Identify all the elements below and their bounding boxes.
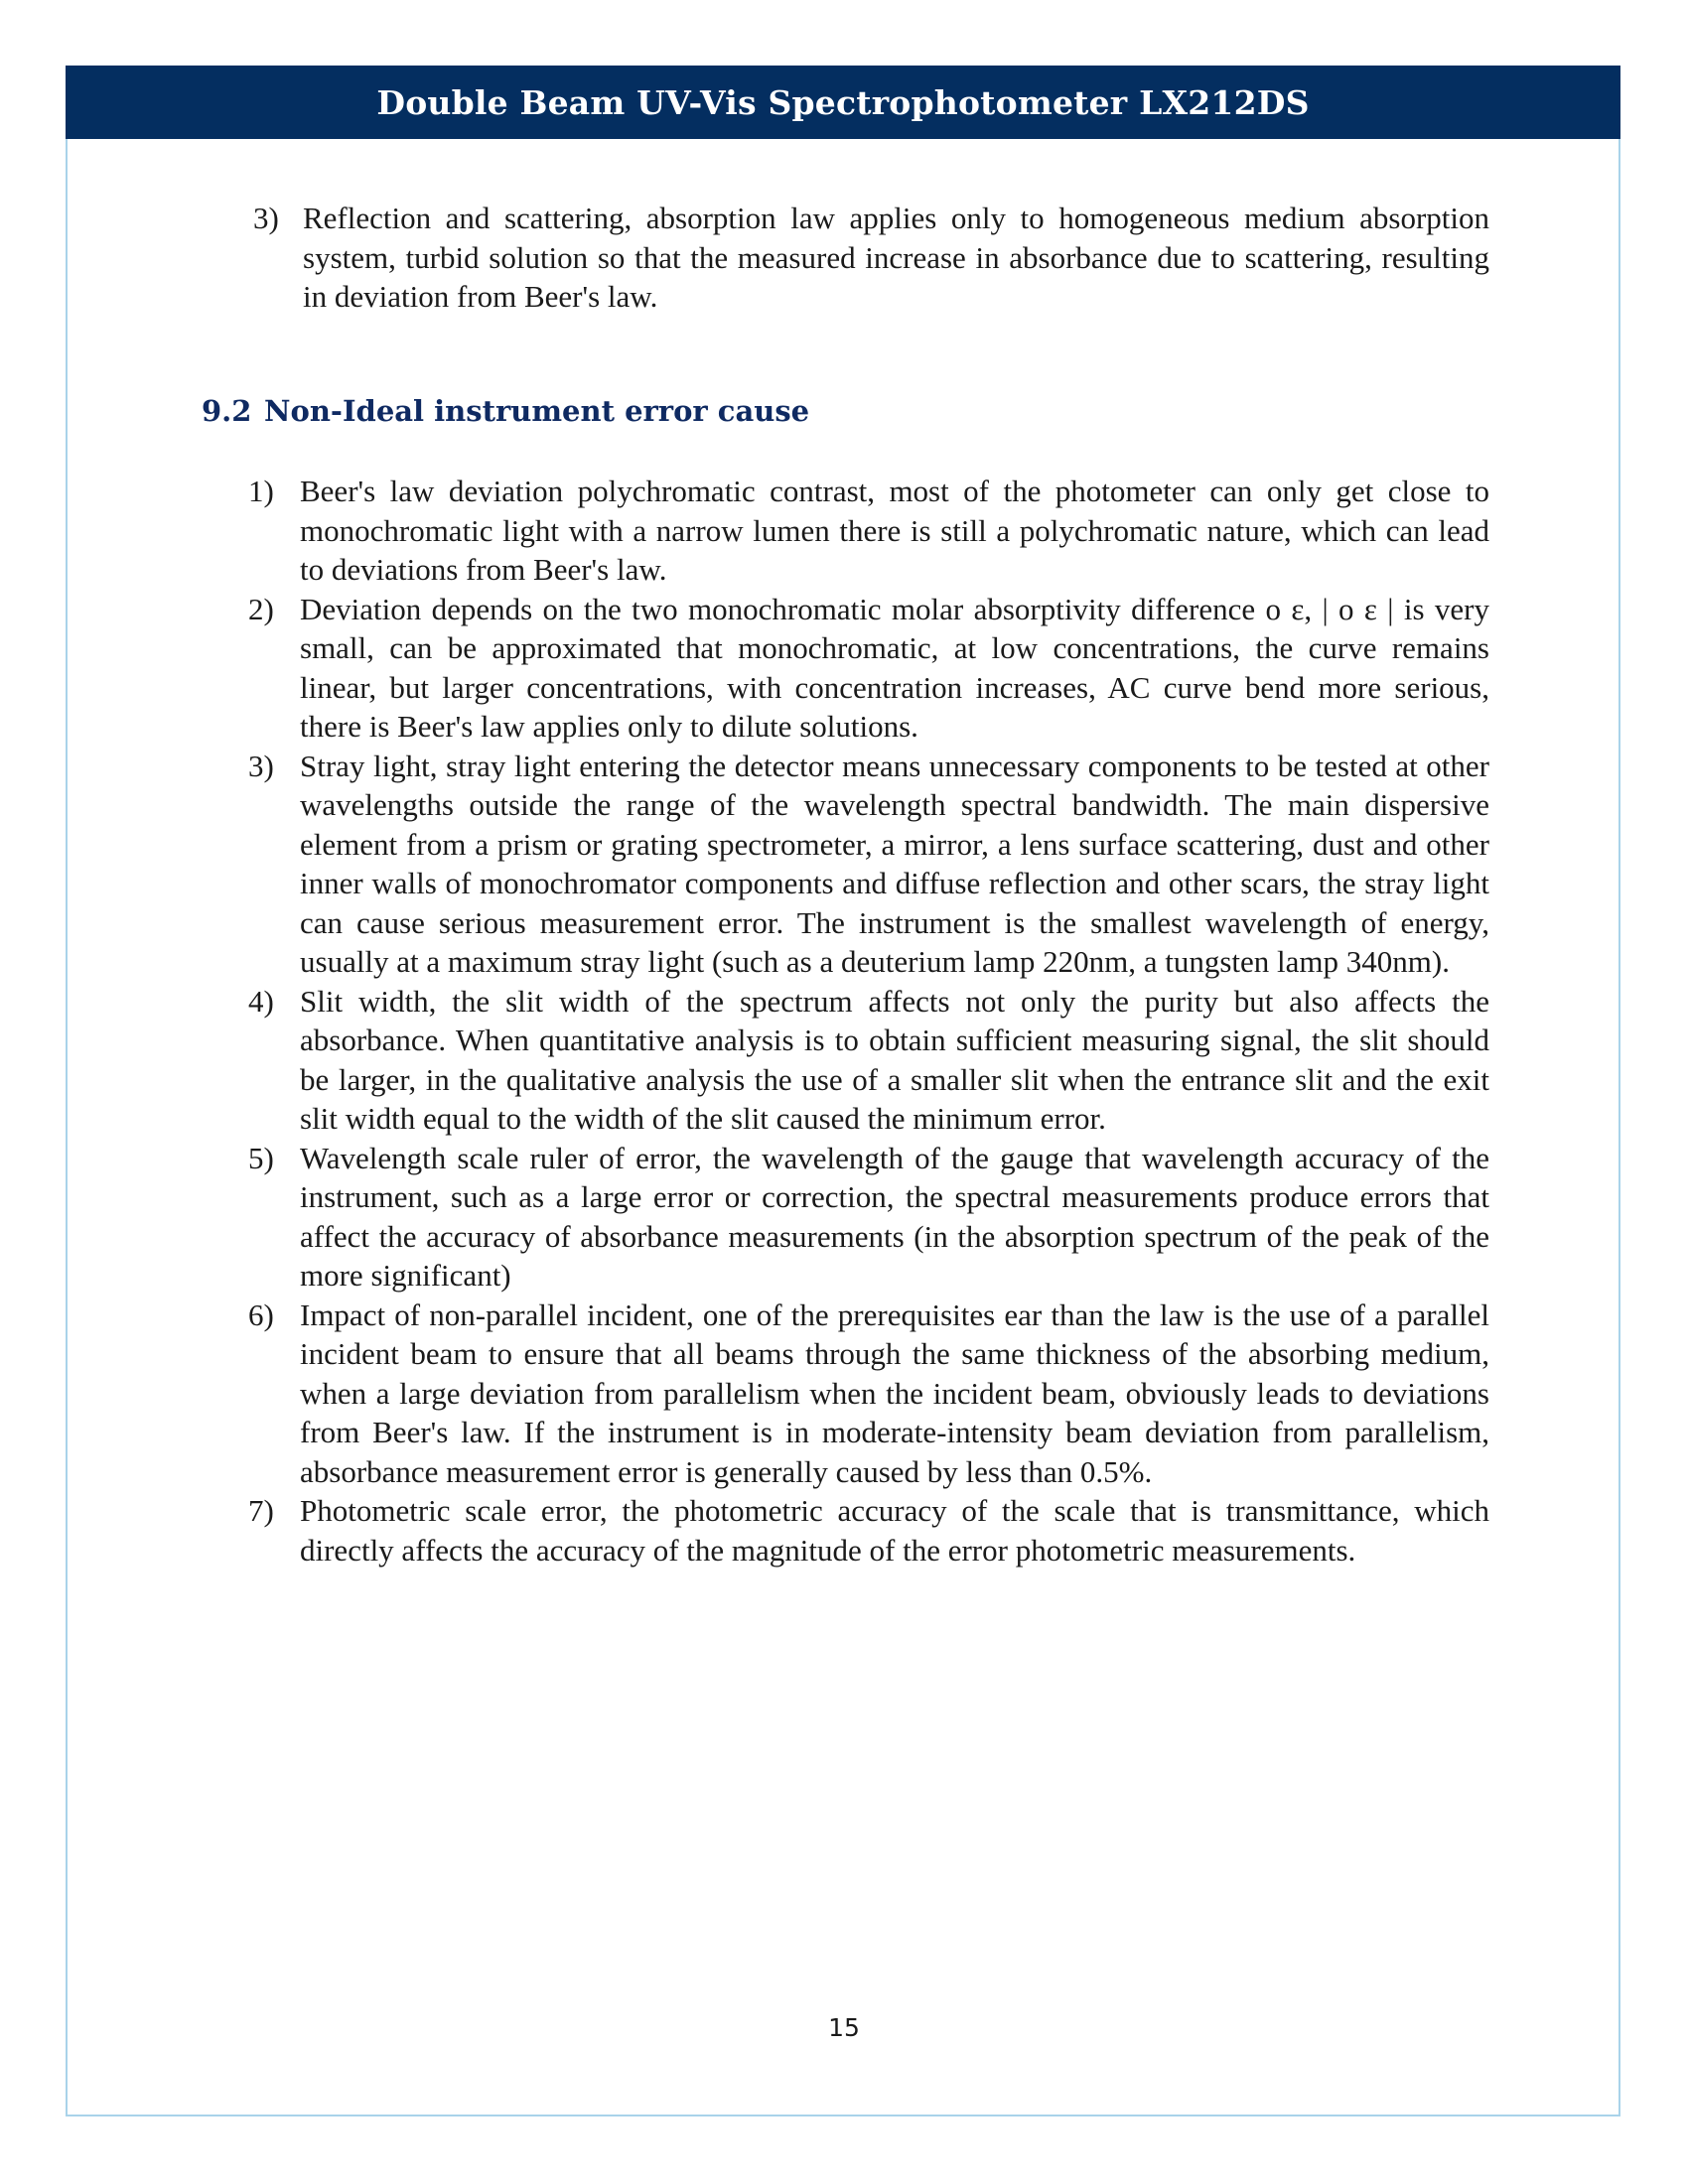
list-item-number: 6) <box>248 1297 274 1332</box>
list-item-number: 1) <box>248 474 274 508</box>
list-item-number: 3) <box>248 748 274 783</box>
list-item-text: Wavelength scale ruler of error, the wavelength of the gauge that wavelength accuracy of the instrument, such as a large error or correction, the spectral measurements produce errors that affect the accuracy of absorbance measurements (in the absorption spectrum of the peak of the more significant) <box>300 1140 1489 1293</box>
list-item-text: Deviation depends on the two monochromatic molar absorptivity difference ο ε, | ο ε | is very small, can be approximated that monochromatic, at low concentrations, the curve remains linear, but larger concentrations, with concentration increases, AC curve bend more serious, there is Beer's law applies only to dilute solutions. <box>300 591 1489 744</box>
list-item <box>248 747 1489 982</box>
section-number: 9.2 <box>202 394 252 428</box>
list-item-text: Impact of non-parallel incident, one of the prerequisites ear than the law is the use of a parallel incident beam to ensure that all beams through the same thickness of the absorbing medium, when a large deviation from parallelism when the incident beam, obviously leads to deviations from Beer's law. If the instrument is in moderate-intensity beam deviation from parallelism, absorbance measurement error is generally caused by less than 0.5%. <box>300 1297 1489 1489</box>
list-item-text: Reflection and scattering, absorption law applies only to homogeneous medium absorption system, turbid solution so that the measured increase in absorbance due to scattering, resulting in deviation from Beer's law. <box>303 201 1489 314</box>
page-number: 15 <box>828 2013 860 2042</box>
list-item <box>253 199 1489 317</box>
list-item <box>248 982 1489 1139</box>
list-item <box>248 1139 1489 1296</box>
list-item <box>248 472 1489 590</box>
header-bar <box>66 66 1620 139</box>
list-item-number: 4) <box>248 983 274 1019</box>
list-item-number: 2) <box>248 591 274 626</box>
list-item-number: 7) <box>248 1493 274 1528</box>
list-item <box>248 1296 1489 1492</box>
list-item <box>248 590 1489 747</box>
list-item-text: Stray light, stray light entering the detector means unnecessary components to be tested at other wavelengths outside the range of the wavelength spectral bandwidth. The main dispersive element from a prism or grating spectrometer, a mirror, a lens surface scattering, dust and other inner walls of monochromator components and diffuse reflection and other scars, the stray light can cause serious measurement error. The instrument is the smallest wavelength of energy, usually at a maximum stray light (such as a deuterium lamp 220nm, a tungsten lamp 340nm). <box>300 748 1489 979</box>
list-item-number: 3) <box>253 201 279 235</box>
list-item-text: Slit width, the slit width of the spectrum affects not only the purity but also affects the absorbance. When quantitative analysis is to obtain sufficient measuring signal, the slit should be larger, in the qualitative analysis the use of a smaller slit when the entrance slit and the exit slit width equal to the width of the slit caused the minimum error. <box>300 983 1489 1136</box>
section-title: Non-Ideal instrument error cause <box>264 394 810 428</box>
error-cause-list <box>248 472 1489 1570</box>
document-title: Double Beam UV-Vis Spectrophotometer LX212DS <box>376 82 1310 122</box>
list-item-number: 5) <box>248 1140 274 1175</box>
list-item <box>248 1491 1489 1570</box>
intro-section <box>199 199 1489 317</box>
list-item-text: Beer's law deviation polychromatic contrast, most of the photometer can only get close to monochromatic light with a narrow lumen there is still a polychromatic nature, which can lead to deviations from Beer's law. <box>300 474 1489 587</box>
list-item-text: Photometric scale error, the photometric accuracy of the scale that is transmittance, which directly affects the accuracy of the magnitude of the error photometric measurements. <box>300 1493 1489 1568</box>
section-heading <box>202 394 809 428</box>
